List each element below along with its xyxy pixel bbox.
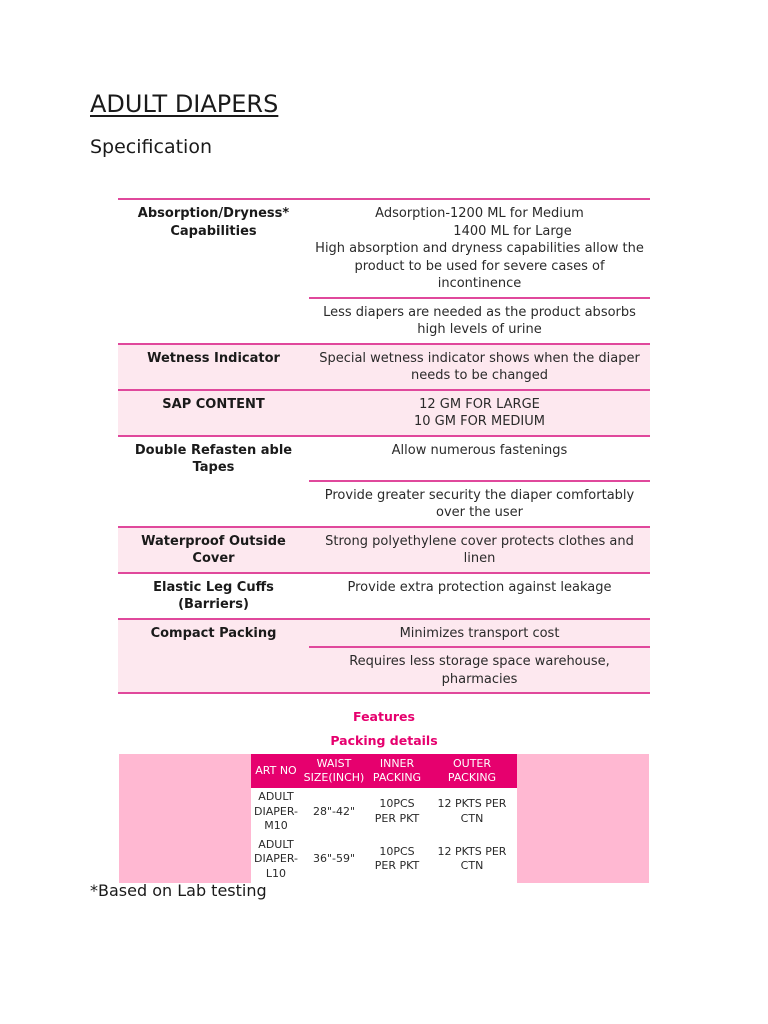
document-title: ADULT DIAPERS — [90, 90, 279, 118]
features-heading: Features — [353, 709, 415, 724]
packing-details-table — [251, 754, 517, 883]
spec-value-absorption — [309, 199, 650, 298]
spec-row-cover — [118, 527, 650, 573]
spec-label-cuffs: Elastic Leg Cuffs (Barriers) — [118, 573, 309, 619]
spec-value-wetness: Special wetness indicator shows when the diaper needs to be changed — [309, 344, 650, 390]
spec-value-absorption-extra: Less diapers are needed as the product absorbs high levels of urine — [309, 298, 650, 344]
sap-medium: 10 GM FOR MEDIUM — [414, 414, 545, 429]
packing-details-heading: Packing details — [330, 733, 438, 748]
spec-row-tapes — [118, 436, 650, 481]
spec-row-absorption — [118, 199, 650, 298]
absorption-medium: Adsorption-1200 ML for Medium — [375, 206, 584, 221]
table-row — [251, 788, 517, 836]
cell-art-no: ADULT DIAPER-L10 — [254, 837, 298, 880]
spec-row-sap — [118, 390, 650, 436]
cell-inner-packing: 10PCS PER PKT — [374, 844, 420, 873]
spec-row-packing — [118, 619, 650, 648]
spec-value-packing: Minimizes transport cost — [309, 619, 650, 648]
specification-table — [118, 198, 650, 694]
spec-value-sap — [309, 390, 650, 436]
spec-label-tapes: Double Refasten able Tapes — [118, 436, 309, 527]
spec-value-packing-extra: Requires less storage space warehouse, pharmacies — [309, 647, 650, 693]
spec-value-tapes-extra: Provide greater security the diaper comfortably over the user — [309, 481, 650, 527]
specification-heading: Specification — [90, 136, 212, 158]
cell-waist-size: 36"-59" — [312, 852, 356, 865]
spec-row-wetness — [118, 344, 650, 390]
spec-value-tapes: Allow numerous fastenings — [309, 436, 650, 481]
cell-outer-packing: 12 PKTS PER CTN — [437, 844, 507, 873]
footnote: *Based on Lab testing — [90, 881, 267, 900]
header-waist-size: WAIST SIZE(INCH) — [301, 754, 367, 788]
absorption-description: High absorption and dryness capabilities allow the product to be used for severe cases of incontinence — [315, 241, 644, 291]
header-outer-packing: OUTER PACKING — [427, 754, 517, 788]
header-art-no: ART NO — [251, 754, 301, 788]
spec-value-cuffs: Provide extra protection against leakage — [309, 573, 650, 619]
absorption-large: 1400 ML for Large — [453, 223, 572, 239]
cell-inner-packing: 10PCS PER PKT — [374, 797, 420, 825]
cell-outer-packing: 12 PKTS PER CTN — [437, 797, 507, 825]
spec-value-cover: Strong polyethylene cover protects clothes and linen — [309, 527, 650, 573]
header-inner-packing: INNER PACKING — [367, 754, 427, 788]
cell-art-no: ADULT DIAPER-M10 — [254, 790, 298, 832]
cell-waist-size: 28"-42" — [312, 804, 356, 818]
spec-label-packing: Compact Packing — [118, 619, 309, 694]
spec-row-cuffs — [118, 573, 650, 619]
spec-label-cover: Waterproof Outside Cover — [118, 527, 309, 573]
spec-label-absorption: Absorption/Dryness* Capabilities — [118, 199, 309, 344]
spec-label-sap: SAP CONTENT — [118, 390, 309, 436]
sap-large: 12 GM FOR LARGE — [419, 396, 540, 412]
table-row — [251, 836, 517, 884]
spec-label-wetness: Wetness Indicator — [118, 344, 309, 390]
packing-header-row — [251, 754, 517, 788]
